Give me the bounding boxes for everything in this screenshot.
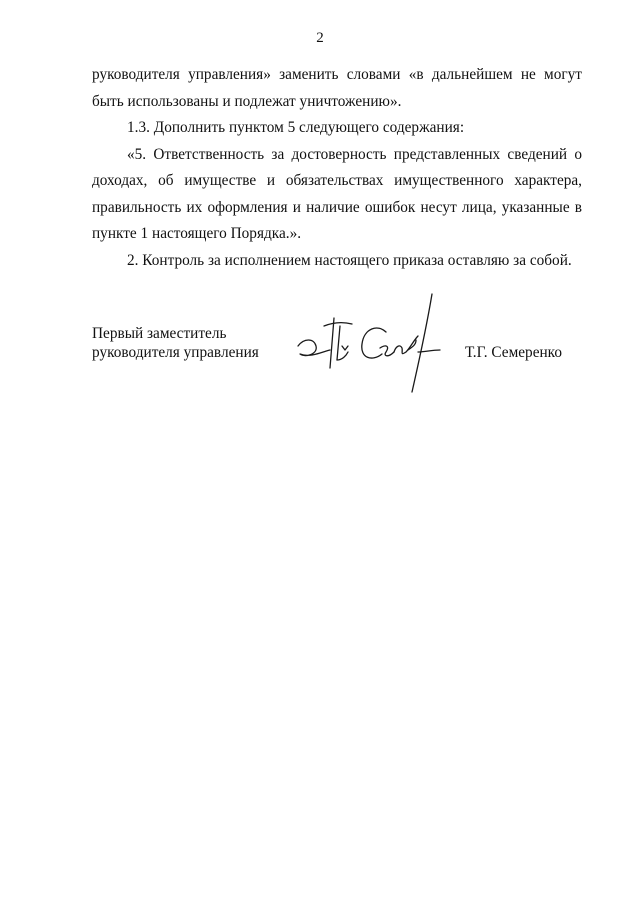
signatory-position-line-1: Первый заместитель [92, 325, 227, 342]
document-body [92, 62, 582, 274]
paragraph-continuation: руководителя управления» заменить словами «в дальнейшем не могут быть использованы и подлежат уничтожению». [92, 66, 582, 110]
paragraph-item-1-3: 1.3. Дополнить пунктом 5 следующего содержания: [127, 119, 465, 136]
paragraph-item-5: «5. Ответственность за достоверность представленных сведений о доходах, об имуществе и обязательствах имущественного характера, правильность их оформления и наличие ошибок несут лица, указанные в пункте 1 настоящего Порядка.». [92, 145, 582, 242]
handwritten-signature [290, 288, 450, 398]
signatory-position-line-2: руководителя управления [92, 344, 259, 361]
signatory-position [92, 324, 259, 362]
signatory-name: Т.Г. Семеренко [465, 344, 562, 361]
paragraph-item-2: 2. Контроль за исполнением настоящего приказа оставляю за собой. [127, 251, 572, 269]
page-number: 2 [316, 30, 324, 46]
